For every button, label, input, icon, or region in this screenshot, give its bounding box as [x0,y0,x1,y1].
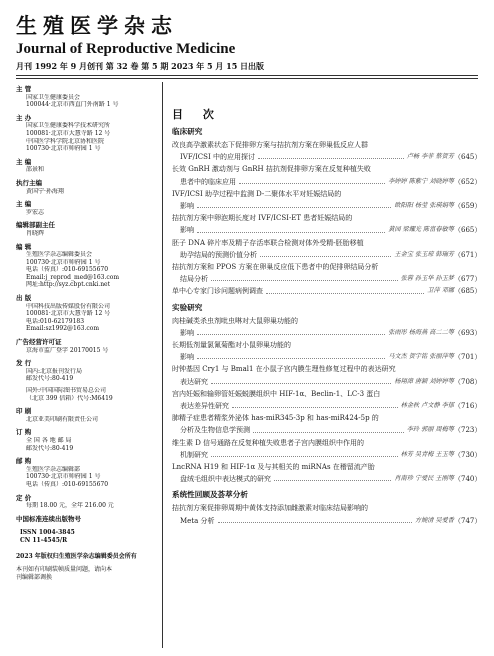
table-of-contents [172,106,480,527]
masthead-line: 100081·北京市大慧寺路 12 号 [26,129,111,137]
masthead-line: 中国科技出版传媒股份有限公司 [26,302,111,310]
header-rule-bottom [16,78,478,79]
toc-entry-authors: 林芳 吴青梅 王玉等 [400,450,454,458]
masthead-line: 100081·北京市大慧寺路 12 号 [26,310,111,318]
masthead-line: （北京 399 信箱）代号:M6419 [26,394,113,402]
masthead-block [16,339,158,354]
masthead-line: Email:j_reprod_med@163.com [26,273,120,281]
masthead-line: 网址:http://syz.cbpt.cnki.net [26,281,111,289]
masthead-line: 黄国宁·孙海翔 [26,187,64,195]
toc-entry-page: （652） [454,177,482,186]
toc-entry[interactable] [172,285,480,297]
toc-entry-title-tail: 影响 [180,328,194,337]
toc-entry-title-tail: Meta 分析 [180,516,215,525]
toc-entry-page: （659） [454,202,482,211]
toc-entry-authors: 张雨彤 杨海燕 高二二等 [388,328,454,336]
toc-entry[interactable] [172,339,480,363]
toc-leader-dots [197,224,385,232]
issue-meta: 月刊 1992 年 9 月创刊 第 32 卷 第 5 期 2023 年 5 月 15 日出版 [16,61,265,71]
masthead-block [16,244,158,290]
toc-section-heading: 临床研究 [172,127,203,136]
masthead-column [16,86,158,581]
toc-entry-page: （693） [454,328,482,337]
cn-number: CN 11-4545/R [20,536,68,544]
masthead-label: 主 管 [16,85,32,93]
masthead-block [16,159,158,174]
toc-entry-authors: 方婉清 吴爱香 [414,516,454,524]
masthead-label: 编 辑 [16,242,32,251]
toc-entry-authors: 黄园 梁耀光 陈富春敏等 [388,226,454,234]
masthead-block [16,201,158,216]
toc-section-heading: 系统性回顾及荟萃分析 [172,490,248,500]
toc-leader-dots [197,200,391,208]
toc-entry-title-tail: 拮抗剂方案和 PPOS 方案在卵巢反应低下患者中的促排卵结局分析 [172,263,379,272]
masthead-block [16,295,158,333]
masthead-line: 国家卫生健康委员会 [26,93,81,101]
masthead-line: 邮发代号:80-419 [26,375,74,383]
masthead-line: 100730·北京市帅府园 1 号 [26,258,101,266]
column-divider [162,82,163,648]
toc-entry[interactable] [172,412,480,436]
toc-entry-page: （685） [454,287,482,296]
toc-entry-page: （671） [454,250,482,259]
toc-entry[interactable] [172,163,480,187]
toc-entry-title-tail: 时钟基因 Cry1 与 Bmal1 在小鼠子宫内膜生理性修复过程中的表达研究 [172,365,396,374]
journal-title-en: Journal of Reproductive Medicine [16,41,236,57]
masthead-label: 编辑部副主任 [16,221,55,230]
toc-entry-page: （677） [454,275,482,284]
masthead-block [16,408,158,423]
toc-entry-title-tail: 助孕结局的预测价值分析 [180,250,257,259]
toc-entry-title-tail: 表达差异性研究 [180,402,229,411]
toc-entry-authors: 肖南珍 宁爱民 王刚等 [394,475,454,483]
toc-entry-last-line [172,224,480,236]
toc-leader-dots [239,176,385,184]
masthead-label: 主 办 [16,113,32,122]
masthead-line: 邮发代号:80-419 [26,444,74,452]
toc-entry-title-tail: 患者中的临床应用 [180,177,236,186]
toc-entry-authors: 卫萍 邓娜 [427,287,454,295]
quality-note-line2: 刊编辑部调换 [16,573,53,581]
masthead-line: 100730·北京市帅府园 1 号 [26,473,101,481]
toc-leader-dots [197,351,385,359]
toc-entry[interactable] [172,437,480,461]
masthead-label: 发 行 [16,359,32,368]
masthead-line: 国家卫生健康委科学技术研究所 [26,122,111,130]
toc-entry-authors: 李婷婷 陈紫宁 刘晓婷等 [388,177,454,185]
masthead-line: 每期 18.00 元，全年 216.00 元 [26,502,114,510]
masthead-block [16,115,158,153]
toc-entry-title-line: 拮抗剂方案中卵泡期长度对 IVF/ICSI-ET 患者妊娠结局的 [172,214,353,223]
toc-leader-dots [232,400,398,408]
masthead-label: 邮 购 [16,457,32,466]
toc-entry-title-tail: 盘绒毛组织中表达模式的研究 [180,475,271,484]
toc-leader-dots [211,273,398,281]
toc-leader-dots [274,473,391,481]
toc-body [172,126,480,527]
toc-entry-authors: 欧阳阳 杨莹 张瑛娟等 [394,202,454,210]
toc-entry-title-line: 肉桂碱类杀虫剂吡虫啉对大鼠卵巢功能的 [172,316,298,325]
masthead-block [16,180,158,195]
toc-entry-page: （701） [454,353,482,362]
toc-entry-page: （665） [454,226,482,235]
masthead-line: 肖晓辉 [26,229,45,237]
toc-entry-title-tail: 影响 [180,226,194,235]
toc-title: 目 次 [172,108,222,121]
masthead-line: 电话（传真）:010-69155670 [26,266,109,274]
masthead-line: 100044·北京市西直门外南路 1 号 [26,101,119,109]
quality-note-line1: 本刊如有印刷装帧质量问题，请向本 [16,566,113,574]
toc-entry-page: （716） [454,402,482,411]
masthead-label: 中国标准连续出版物号 [16,514,81,523]
toc-entry-last-line [172,261,480,273]
toc-entry[interactable] [172,461,480,485]
toc-entry-title-tail: 影响 [180,353,194,362]
toc-entry-last-line [172,327,480,339]
masthead-line: 中国医学科学院北京协和医院 [26,137,105,145]
toc-entry-title-tail: 单中心专家门诊问题病例调查 [172,287,263,296]
toc-entry-last-line [172,400,480,412]
toc-entry-authors: 张蓉 孙玉华 孙玉梦 [400,275,454,283]
journal-title-cn: 生殖医学杂志 [16,13,178,38]
masthead-line: 电话（传真）:010-69155670 [26,480,109,488]
toc-entry-authors: 李玲 郭丽 周梅等 [406,426,454,434]
masthead-label: 订 购 [16,428,32,437]
toc-entry-page: （645） [454,153,482,162]
masthead-label: 执行主编 [16,178,42,187]
toc-entry-title-line: 拮抗剂方案促排卵周期中黄体支持添加雌激素对临床结局影响的 [172,504,368,513]
toc-entry-last-line [172,351,480,363]
masthead-block [16,458,158,488]
toc-leader-dots [253,424,404,432]
masthead-line: 国外:中国国际图书贸易总公司 [26,387,107,394]
masthead-label: 印 刷 [16,407,32,416]
toc-leader-dots [218,515,412,523]
toc-entry[interactable] [172,188,480,212]
toc-entry-title-line: 维生素 D 信号通路在反复种植失败患者子宫内膜组织中作用的 [172,438,365,447]
toc-leader-dots [258,151,404,159]
masthead-line: 生殖医学杂志编辑部 [26,465,81,473]
toc-entry-title-line: 改良高孕激素状态下促排卵方案与拮抗剂方案在卵巢低反应人群 [172,141,368,149]
issn: ISSN 1004-3845 [20,529,75,537]
masthead-line: 生殖医学杂志编辑委员会 [26,251,93,259]
toc-entry-page: （723） [454,426,482,435]
toc-entry-last-line [172,515,480,527]
toc-entry[interactable] [172,237,480,261]
masthead-block [16,360,158,402]
toc-entry-last-line [172,473,480,485]
masthead-line: 电话:010-62179183 [26,317,85,325]
toc-entry[interactable] [172,139,480,163]
toc-leader-dots [211,449,398,457]
toc-entry-page: （740） [454,475,482,484]
masthead-line: 全 国 各 地 邮 局 [26,436,72,444]
toc-entry-last-line [172,376,480,388]
toc-leader-dots [260,249,391,257]
toc-entry[interactable] [172,388,480,412]
toc-entry-title-tail: 分析及生物信息学预测 [180,426,250,435]
toc-entry[interactable] [172,315,480,339]
toc-entry-title-line: 长期低剂量氯氰菊酯对小鼠卵巢功能的 [172,341,291,350]
toc-entry[interactable] [172,212,480,236]
masthead-line: 邵景和 [26,166,45,174]
toc-entry-title-line: LncRNA H19 和 HIF-1α 及与其相关的 miRNAs 在稽留流产胎 [172,463,375,472]
toc-entry[interactable] [172,363,480,375]
copyright: 2023 年版权归生殖医学杂志编辑委员会所有 [16,552,137,560]
masthead-label: 广告经营许可证 [16,338,62,347]
masthead-label: 主 编 [16,200,32,209]
toc-section-heading: 实验研究 [172,302,203,312]
masthead-block [16,429,158,452]
toc-entry-title-line: IVF/ICSI 助孕过程中监测 D-二聚体水平对妊娠结局的 [172,189,342,198]
masthead-block [16,222,158,237]
toc-entry-page: （747） [454,516,482,525]
toc-entry-authors: 王金宝 张玉琼 韩瑞芳 [394,250,454,258]
toc-entry-page: （708） [454,377,482,386]
toc-entry[interactable] [172,376,480,388]
toc-entry-title-line: 宫内妊娠和输卵管妊娠蜕膜组织中 HIF-1α、Beclin-1、LC-3 蛋白 [172,389,381,398]
toc-entry[interactable] [172,261,480,273]
toc-entry-title-tail: 机制研究 [180,450,208,459]
toc-leader-dots [197,327,385,335]
masthead-label: 出 版 [16,294,32,303]
toc-entry-title-tail: 表达研究 [180,377,208,386]
toc-entry-title-line: 胚子 DNA 碎片率及精子存活率联合检测对体外受精-胚胎移植 [172,238,364,247]
toc-entry-last-line [172,449,480,461]
toc-entry-last-line [172,249,480,261]
masthead-line: 国内:北京报刊发行局 [26,367,83,375]
masthead-line: 京海市监广登字 20170015 号 [26,346,109,354]
toc-entry-last-line [172,285,480,297]
toc-entry-last-line [172,200,480,212]
toc-entry-last-line [172,363,480,375]
masthead-line: 罗宏志 [26,208,45,216]
toc-leader-dots [266,285,424,293]
toc-entry-title-tail: IVF/ICSI 中的应用探讨 [180,153,255,162]
toc-entry-title-line: 肺精子症患者精浆外泌体 has-miR345-3p 和 has-miR424-5p 的 [172,414,379,423]
toc-leader-dots [211,376,391,384]
toc-entry-title-tail: 影响 [180,202,194,211]
toc-entry-authors: 林金秋 卢文静 李郁 [400,402,454,410]
masthead-block [16,495,158,510]
toc-entry-title-line: 长效 GnRH 激动剂与 GnRH 拮抗剂促排卵方案在反复种植失败 [172,165,371,174]
masthead-block [16,86,158,109]
masthead-label: 定 价 [16,493,32,502]
toc-entry-last-line [172,424,480,436]
toc-entry[interactable] [172,502,480,526]
toc-entry-last-line [172,273,480,285]
toc-entry-page: （730） [454,450,482,459]
toc-entry-authors: 马文杰 贺宇铭 张丽萍等 [388,353,454,361]
toc-entry-authors: 卢畅 李菲 蔡贺芳 [406,153,454,161]
masthead-label: 主 编 [16,157,32,166]
toc-entry-authors: 杨翔漳 唐颖 刘婷婷等 [394,377,454,385]
header-rule-top [16,75,478,76]
masthead-block [16,516,158,524]
toc-entry[interactable] [172,273,480,285]
toc-entry-last-line [172,151,480,163]
masthead-line: Email:sz1992@163.com [26,325,100,333]
masthead-line: 100730·北京市帅府园 1 号 [26,145,101,153]
masthead-line: 北京亚美印刷有限责任公司 [26,415,99,423]
toc-entry-title-tail: 结局分析 [180,275,208,284]
toc-entry-last-line [172,176,480,188]
masthead-blocks [16,86,158,523]
